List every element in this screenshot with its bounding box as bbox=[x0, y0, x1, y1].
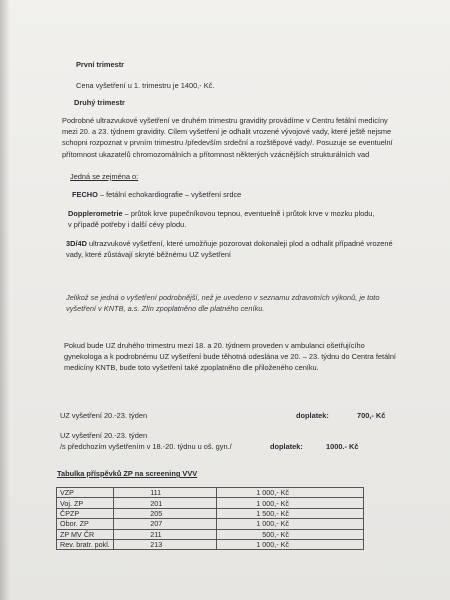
second-trimester-intro bbox=[62, 115, 393, 160]
item-term: FECHO bbox=[72, 190, 98, 199]
insurer-code: 213 bbox=[114, 539, 217, 549]
contribution-amount: 1 000,- Kč bbox=[217, 519, 364, 529]
insurer-name: VZP bbox=[57, 488, 114, 498]
item-term: Dopplerometrie bbox=[68, 209, 123, 218]
insurer-name: ČPZP bbox=[57, 508, 114, 518]
item-term: 3D/4D bbox=[66, 239, 87, 248]
item-desc: ultrazvukové vyšetření, které umožňuje pozorovat dokonaleji plod a odhalit případné vrozené bbox=[86, 239, 393, 248]
item-desc: – průtok krve pupečníkovou tepnou, eventuelně i průtok krve v mozku plodu, bbox=[122, 209, 375, 218]
insurer-code: 201 bbox=[114, 498, 217, 508]
intro-line: mezi 20. a 23. týdnem gravidity. Cílem vyšetření je odhalit vrozené vývojové vady, které ještě nejsme bbox=[62, 127, 392, 137]
intro-line: přítomnost ukazatelů chromozomálních a přítomnost některých vzácnějších strukturálních vad bbox=[62, 149, 370, 159]
referral-note bbox=[64, 340, 396, 374]
fee-desc: UZ vyšetření 20.-23. týden bbox=[60, 411, 148, 420]
table-row bbox=[57, 488, 364, 498]
first-trimester-price: Cena vyšetření u 1. trimestru je 1400,- Kč. bbox=[76, 81, 215, 90]
list-heading: Jedná se zejména o: bbox=[70, 172, 139, 181]
fee-label: doplatek: bbox=[296, 411, 329, 420]
insurer-name: Voj. ZP bbox=[57, 498, 114, 508]
table-row bbox=[57, 508, 364, 518]
fee-desc bbox=[60, 430, 232, 452]
insurer-code: 205 bbox=[114, 508, 217, 518]
note-line: Pokud bude UZ druhého trimestru mezi 18. a 20. týdnem proveden v ambulanci ošetřujícího bbox=[64, 341, 365, 350]
fee-desc-line: UZ vyšetření 20.-23. týden bbox=[60, 431, 148, 440]
contribution-amount: 500,- Kč bbox=[217, 529, 364, 539]
item-3d4d bbox=[66, 238, 393, 260]
first-trimester-heading: První trimestr bbox=[76, 60, 125, 69]
table-row bbox=[57, 498, 364, 508]
note-line: Jelikož se jedná o vyšetření podrobnější, než je uvedeno v seznamu zdravotních výkonů, je toto bbox=[66, 293, 380, 302]
item-fecho bbox=[72, 189, 241, 200]
intro-line: Podrobné ultrazvukové vyšetření ve druhém trimestru gravidity provádíme v Centru fetální medicíny bbox=[62, 116, 388, 125]
contribution-amount: 1 500,- Kč bbox=[217, 508, 364, 518]
table-row bbox=[57, 529, 364, 539]
note-line: gynekologa a k podrobnému UZ vyšetření bude těhotná odeslána ve 20. – 23. týdnu do Centra fetální bbox=[64, 352, 396, 362]
item-desc: vady, které zůstávají skryté běžnému UZ vyšetření bbox=[66, 250, 231, 260]
second-trimester-heading: Druhý trimestr bbox=[74, 98, 125, 107]
intro-line: schopni rozpoznat v prvním trimestru /především srdeční a rozštěpové vady/. Posuzuje se eventuelní bbox=[62, 138, 393, 148]
table-row bbox=[57, 539, 364, 549]
item-desc: – fetální echokardiografie – vyšetření srdce bbox=[97, 190, 242, 199]
contribution-amount: 1 000,- Kč bbox=[217, 488, 364, 498]
insurer-name: Rev. bratr. pokl. bbox=[57, 539, 114, 549]
item-desc: v případě potřeby i další cévy plodu. bbox=[68, 220, 187, 230]
fee-amount: 700,- Kč bbox=[357, 411, 386, 420]
contribution-amount: 1 000,- Kč bbox=[217, 498, 364, 508]
insurer-code: 211 bbox=[114, 529, 217, 539]
insurer-name: Obor. ZP bbox=[57, 519, 114, 529]
fee-amount: 1000.- Kč bbox=[326, 442, 359, 451]
insurance-contribution-table bbox=[56, 487, 364, 550]
page-edge-shadow bbox=[0, 0, 10, 600]
note-line: vyšetření v KNTB, a.s. Zlín zpoplatněno dle platného ceníku. bbox=[66, 304, 265, 314]
insurer-code: 207 bbox=[114, 519, 217, 529]
item-doppler bbox=[68, 208, 374, 230]
insurer-name: ZP MV ČR bbox=[57, 529, 114, 539]
contribution-amount: 1 000,- Kč bbox=[217, 539, 364, 549]
note-line: medicíny KNTB, bude toto vyšetření také zpoplatněno dle přiloženého ceníku. bbox=[64, 363, 319, 373]
table-title: Tabulka příspěvků ZP na screening VVV bbox=[57, 469, 198, 478]
fee-desc-line: /s předchozím vyšetřením v 18.-20. týdnu u oš. gyn./ bbox=[60, 442, 232, 452]
fee-label: doplatek: bbox=[270, 442, 303, 451]
table-row bbox=[57, 519, 364, 529]
payment-note bbox=[66, 292, 379, 314]
insurer-code: 111 bbox=[114, 488, 217, 498]
